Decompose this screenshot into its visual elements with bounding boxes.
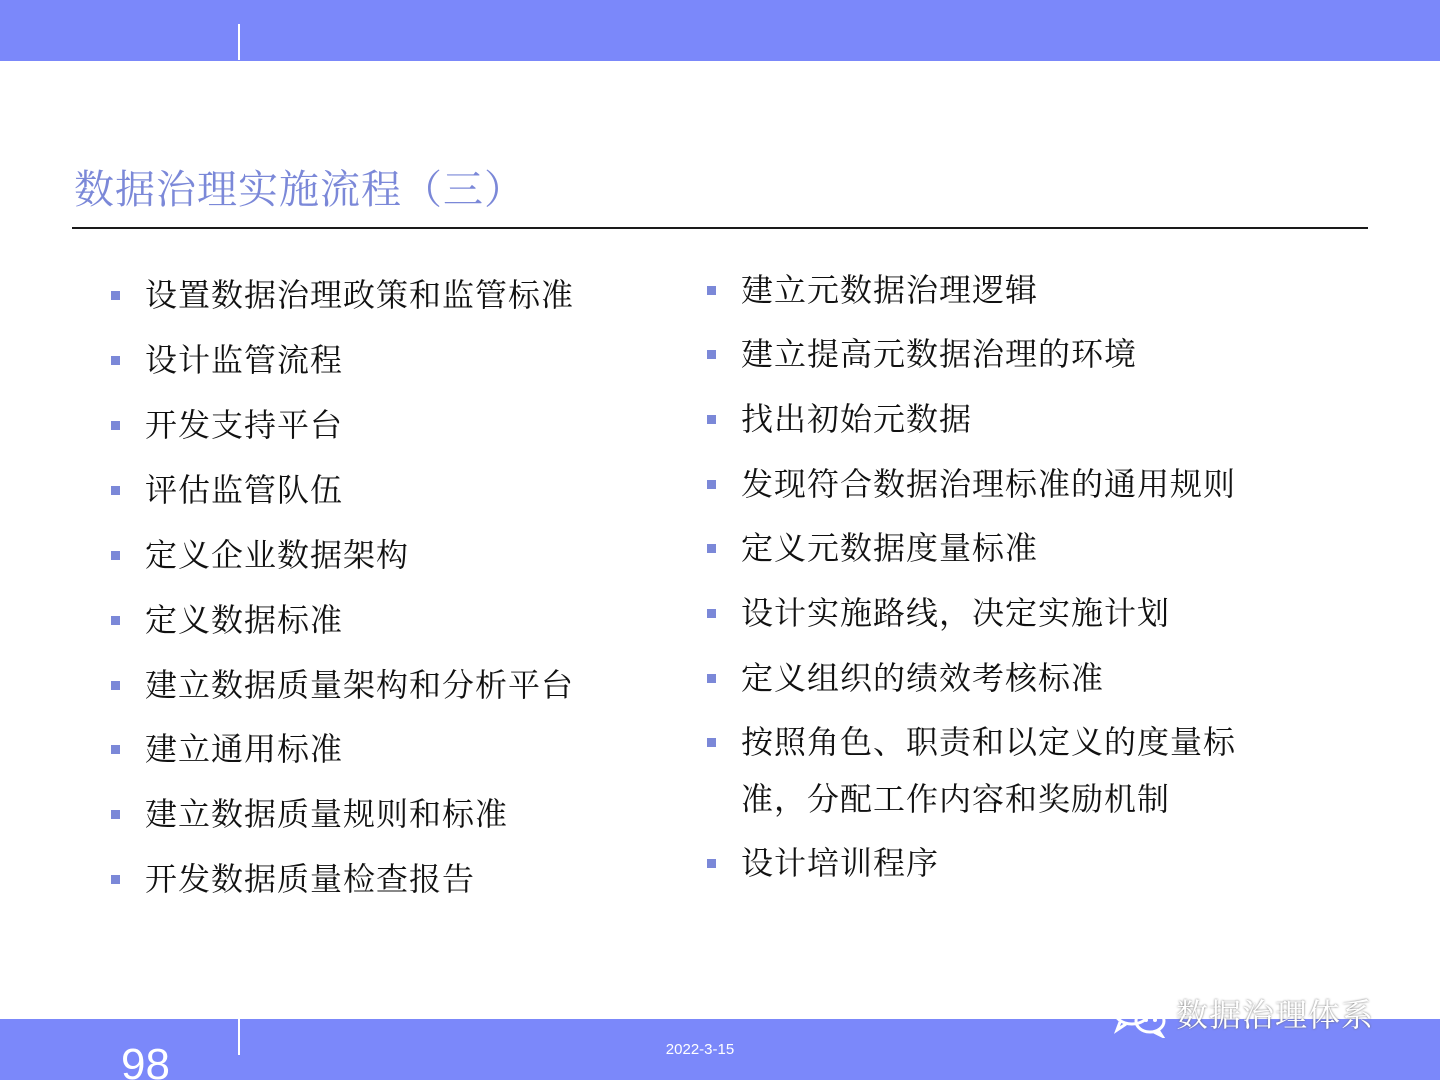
list-item-text: 设置数据治理政策和监管标准: [145, 276, 575, 314]
list-item: [707, 520, 1038, 576]
banner-divider: [238, 24, 240, 60]
square-bullet-icon: [707, 674, 716, 683]
square-bullet-icon: [111, 681, 120, 690]
square-bullet-icon: [707, 286, 716, 295]
list-item-text: 准，分配工作内容和奖励机制: [741, 780, 1171, 818]
list-item: [111, 721, 343, 777]
page-number: 98: [121, 1040, 170, 1089]
list-item-text: 定义元数据度量标准: [741, 529, 1039, 567]
title-underline: [72, 227, 1368, 229]
list-item-text: 开发数据质量检查报告: [145, 860, 476, 898]
top-banner: [0, 0, 1440, 61]
square-bullet-icon: [707, 350, 716, 359]
list-item: [111, 462, 343, 518]
square-bullet-icon: [707, 415, 716, 424]
square-bullet-icon: [111, 875, 120, 884]
list-item-text: 建立数据质量架构和分析平台: [145, 666, 575, 704]
list-item-text: 按照角色、职责和以定义的度量标: [741, 723, 1237, 761]
list-item-text: 找出初始元数据: [741, 400, 973, 438]
list-item: [111, 397, 343, 453]
list-item-text: 设计培训程序: [741, 844, 940, 882]
slide-title: 数据治理实施流程（三）: [74, 167, 525, 213]
square-bullet-icon: [111, 356, 120, 365]
list-item: [707, 585, 1170, 641]
list-item-text: 建立通用标准: [145, 730, 344, 768]
list-item: [707, 714, 1236, 770]
list-item: [111, 527, 409, 583]
list-item: [111, 851, 475, 907]
list-item-text: 定义数据标准: [145, 601, 344, 639]
list-item-text: 定义企业数据架构: [145, 536, 410, 574]
list-item-text: 发现符合数据治理标准的通用规则: [741, 465, 1237, 503]
list-item: [111, 267, 574, 323]
slide-date: 2022-3-15: [665, 1041, 735, 1058]
watermark-text: 数据治理体系: [1176, 996, 1375, 1034]
list-item: [707, 326, 1137, 382]
list-item-text: 定义组织的绩效考核标准: [741, 659, 1105, 697]
square-bullet-icon: [111, 810, 120, 819]
square-bullet-icon: [111, 421, 120, 430]
list-item-text: 设计实施路线，决定实施计划: [741, 594, 1171, 632]
square-bullet-icon: [707, 544, 716, 553]
list-item: [111, 332, 343, 388]
list-item-text: 建立元数据治理逻辑: [741, 271, 1039, 309]
square-bullet-icon: [111, 551, 120, 560]
square-bullet-icon: [111, 291, 120, 300]
square-bullet-icon: [111, 486, 120, 495]
list-item: [111, 592, 343, 648]
square-bullet-icon: [111, 745, 120, 754]
list-item: [707, 262, 1038, 318]
square-bullet-icon: [707, 480, 716, 489]
list-item: [707, 650, 1104, 706]
list-item: [111, 786, 508, 842]
list-item: [707, 391, 972, 447]
list-item-continuation: [707, 771, 1170, 827]
list-item: [111, 657, 574, 713]
list-item: [707, 456, 1236, 512]
square-bullet-icon: [707, 859, 716, 868]
square-bullet-icon: [707, 738, 716, 747]
banner-divider: [238, 1019, 240, 1055]
square-bullet-icon: [111, 616, 120, 625]
square-bullet-icon: [707, 609, 716, 618]
list-item-text: 评估监管队伍: [145, 471, 344, 509]
list-item-text: 开发支持平台: [145, 406, 344, 444]
list-item: [707, 835, 939, 891]
watermark: [1110, 992, 1374, 1038]
list-item-text: 建立数据质量规则和标准: [145, 795, 509, 833]
wechat-icon: [1110, 992, 1168, 1038]
list-item-text: 设计监管流程: [145, 341, 344, 379]
list-item-text: 建立提高元数据治理的环境: [741, 335, 1138, 373]
